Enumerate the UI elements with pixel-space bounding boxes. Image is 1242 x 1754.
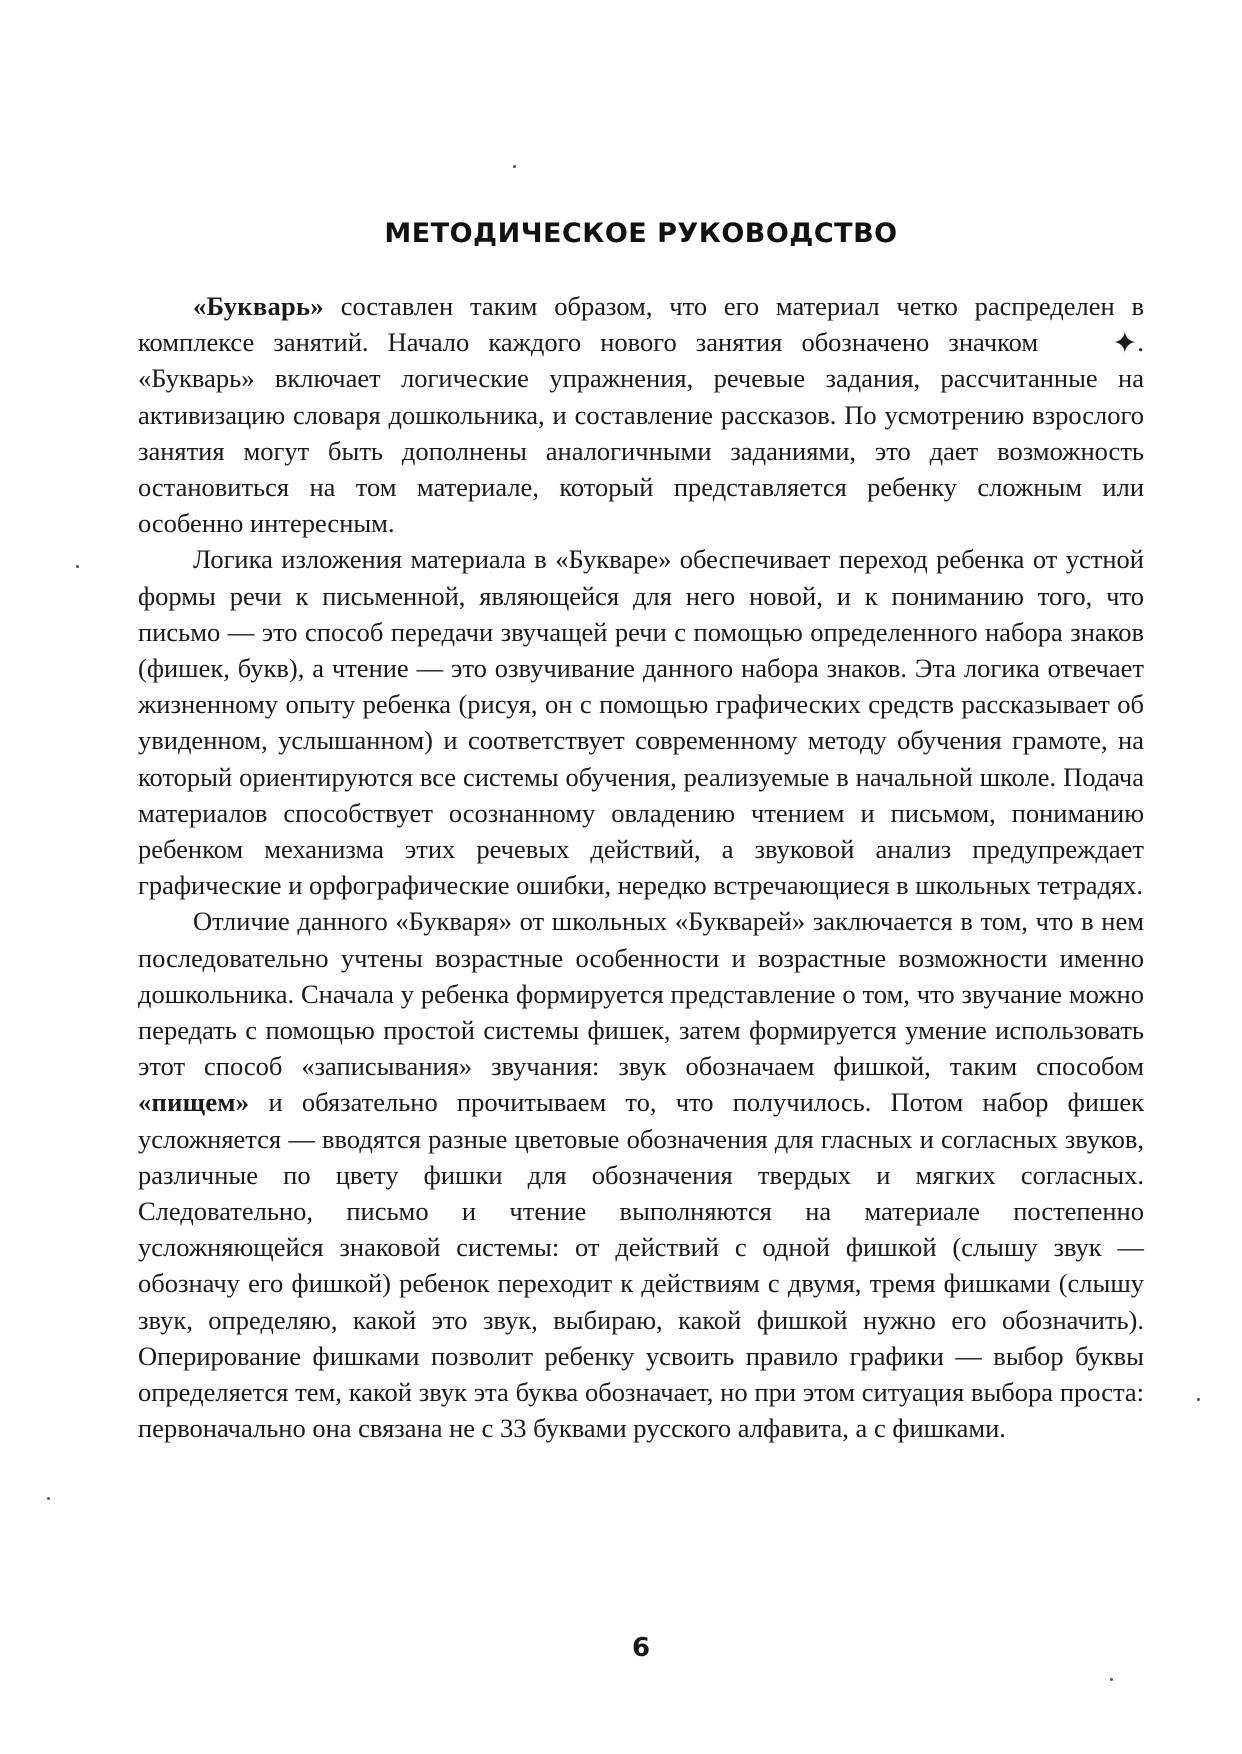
scan-speck	[47, 1497, 50, 1500]
scan-speck	[1197, 1398, 1200, 1401]
paragraph-1	[138, 288, 1144, 541]
lesson-start-star-icon: ✦	[1112, 326, 1138, 362]
scan-speck	[513, 165, 516, 168]
paragraph-3	[138, 903, 1144, 1446]
body-text	[138, 288, 1144, 1447]
page-number: 6	[631, 1633, 651, 1663]
page-title: МЕТОДИЧЕСКОЕ РУКОВОДСТВО	[384, 218, 898, 249]
paragraph-3-text-b: и обязательно прочитываем то, что получилось. Потом набор фишек усложняется — вводятся разные цветовые обозначения для гласных и согласных звуков, различные по цвету фишки для обозначения твердых и мягких согласных. Следовательно, письмо и чтение выполняются на материале постепенно усложняющейся знаковой системы: от действий с одной фишкой (слышу звук — обозначу его фишкой) ребенок переходит к действиям с двумя, тремя фишками (слышу звук, определяю, какой это звук, выбираю, какой фишкой нужно его обозначить). Оперирование фишками позволит ребенку усвоить правило графики — выбор буквы определяется тем, какой звук эта буква обозначает, но при этом ситуация выбора проста: первоначально она связана не с 33 буквами русского алфавита, а с фишками.	[138, 1087, 1144, 1444]
paragraph-1-text-b: . «Букварь» включает логические упражнения, речевые задания, рассчитанные на активизацию словаря дошкольника, и составление рассказов. По усмотрению взрослого занятия могут быть дополнены аналогичными заданиями, это дает возможность остановиться на том материале, который представляется ребенку сложным или особенно интересным.	[138, 327, 1144, 539]
paragraph-2: Логика изложения материала в «Букваре» обеспечивает переход ребенка от устной формы речи к письменной, являющейся для него новой, и к пониманию того, что письмо — это способ передачи звучащей речи с помощью определенного набора знаков (фишек, букв), а чтение — это озвучивание данного набора знаков. Эта логика отвечает жизненному опыту ребенка (рисуя, он с помощью графических средств рассказывает об увиденном, услышанном) и соответствует современному методу обучения грамоте, на который ориентируются все системы обучения, реализуемые в начальной школе. Подача материалов способствует осознанному овладению чтением и письмом, пониманию ребенком механизма этих речевых действий, а звуковой анализ предупреждает графические и орфографические ошибки, нередко встречающиеся в школьных тетрадях.	[138, 544, 1144, 901]
paragraph-3-text-a: Отличие данного «Букваря» от школьных «Букварей» заключается в том, что в нем последовательно учтены возрастные особенности и возрастные возможности именно дошкольника. Сначала у ребенка формируется представление о том, что звучание можно передать с помощью простой системы фишек, затем формируется умение использовать этот способ «записывания» звучания: звук обозначаем фишкой, таким способом	[138, 906, 1144, 1082]
emphasized-word-pishchem: «пищем»	[138, 1087, 250, 1118]
scan-speck	[76, 565, 79, 568]
paragraph-1-text-a: составлен таким образом, что его материал четко распределен в комплексе занятий. Начало каждого нового занятия обозначено значком	[138, 291, 1144, 358]
emphasized-word-bukvar: «Букварь»	[193, 291, 324, 321]
scan-speck	[1110, 1678, 1113, 1681]
